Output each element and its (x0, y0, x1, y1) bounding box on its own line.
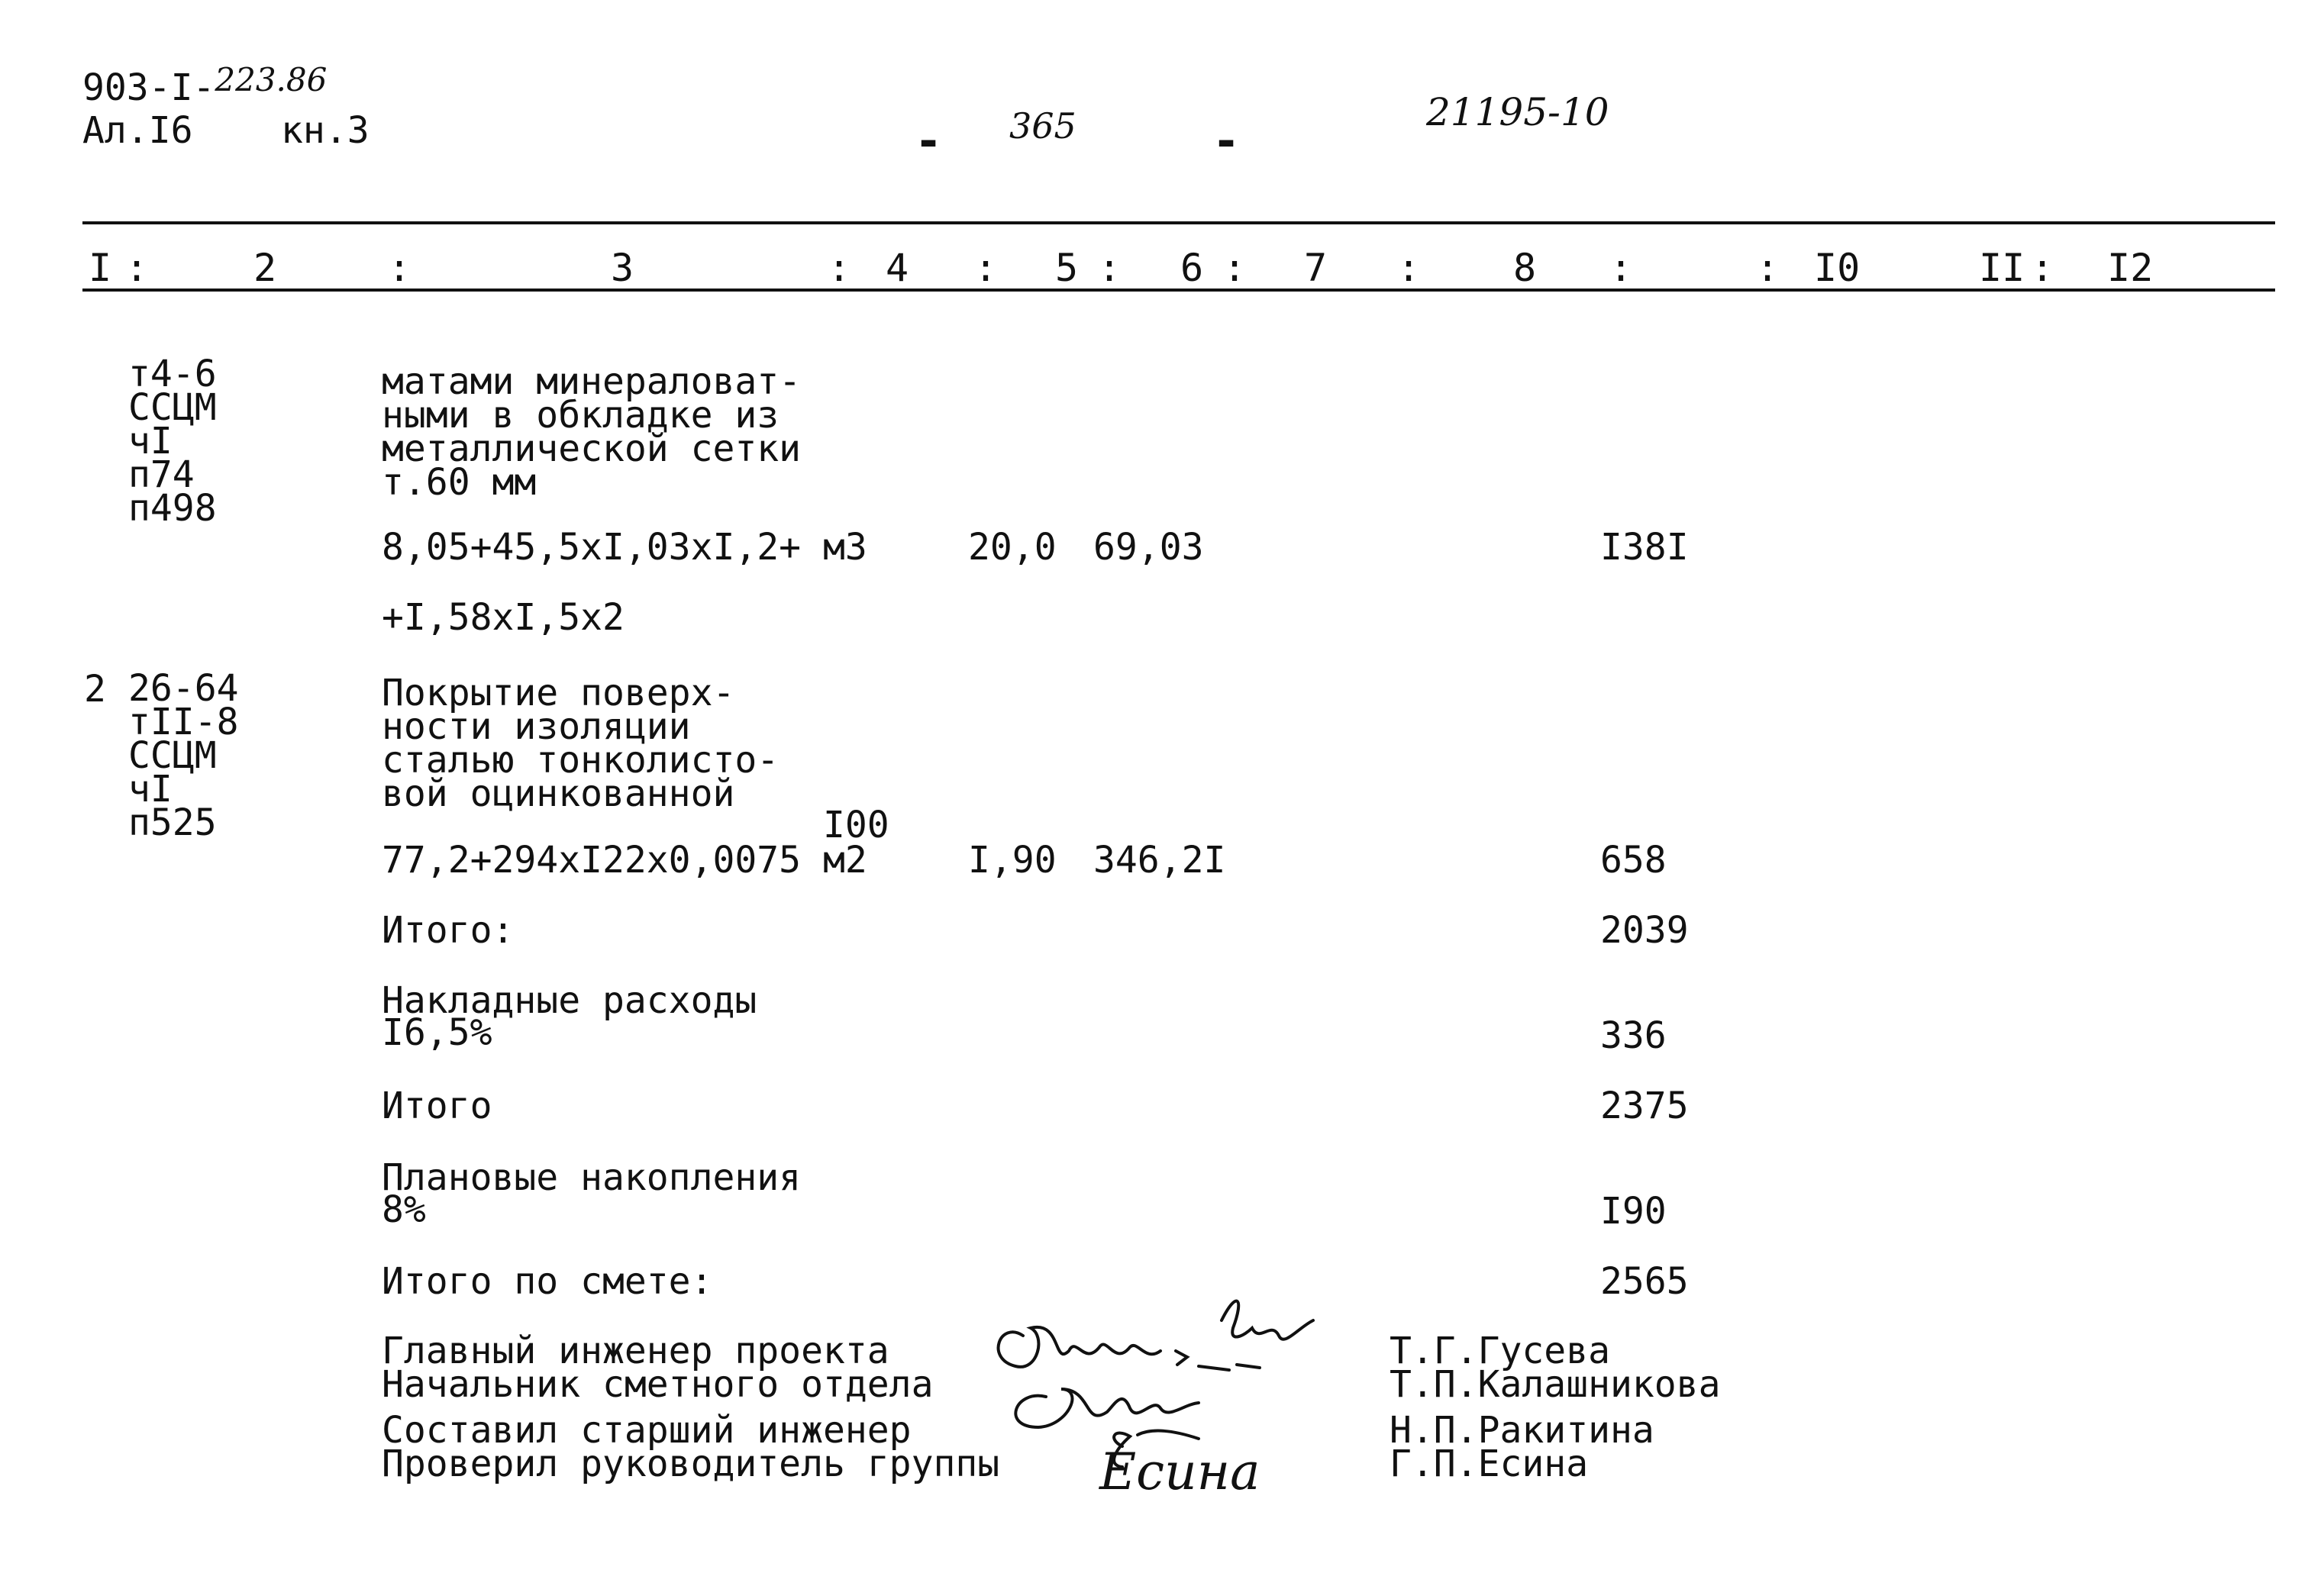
header-bottom-rule (82, 289, 2275, 292)
signature-gluseva (999, 1301, 1313, 1370)
row1-unit: м3 (823, 526, 867, 569)
itogo2-value: 2375 (1600, 1085, 1689, 1127)
row2-refs (128, 667, 239, 844)
col-sep: : (1756, 246, 1780, 290)
row1-ref: п498 (128, 487, 217, 530)
signatory-name: Н.П.Ракитина (1390, 1409, 1654, 1452)
row2-desc-line: ности изоляции (382, 705, 691, 748)
signatory-name: Г.П.Есина (1390, 1443, 1589, 1485)
overhead-rate: I6,5% (382, 1011, 492, 1054)
row1-ref: п74 (128, 453, 195, 496)
row2-number: 2 (84, 668, 106, 711)
col-sep: : (828, 246, 851, 290)
row2-ref: 26-64 (128, 667, 239, 710)
row2-qty: I,90 (968, 839, 1057, 882)
page-dash-right: - (1212, 114, 1241, 168)
col-12: I2 (2107, 246, 2154, 290)
col-sep: : (1223, 246, 1247, 290)
row2-unit-top: I00 (823, 804, 889, 846)
col-5: 5 (1055, 246, 1079, 290)
row1-desc-line: ными в обкладке из (382, 394, 780, 437)
row2-ref: чI (128, 768, 173, 811)
col-8: 8 (1513, 246, 1537, 290)
itogo2-label: Итого (382, 1085, 492, 1127)
signature-role: Главный инженер проекта (382, 1330, 889, 1372)
col-11: II (1979, 246, 2025, 290)
col-sep: : (1609, 246, 1633, 290)
row2-ref: тII-8 (128, 701, 239, 743)
col-3: 3 (611, 246, 634, 290)
grand-total-value: 2565 (1600, 1260, 1689, 1303)
album-label: Ал.I6 (82, 109, 193, 152)
handwritten-esina: Есина (1099, 1443, 1260, 1501)
row2-description (382, 672, 780, 815)
col-sep: : (125, 246, 149, 290)
itogo-label: Итого: (382, 909, 515, 952)
row2-total: 658 (1600, 839, 1667, 882)
grand-total-label: Итого по смете: (382, 1260, 713, 1303)
col-4: 4 (886, 246, 909, 290)
col-sep: : (974, 246, 998, 290)
col-6: 6 (1180, 246, 1204, 290)
header-top-rule (82, 221, 2275, 224)
row1-desc-line: матами минераловат- (382, 360, 802, 403)
row2-ref: п525 (128, 801, 217, 844)
signature-role: Начальник сметного отдела (382, 1363, 934, 1406)
row1-formula: 8,05+45,5xI,03xI,2+ (382, 526, 802, 569)
row1-description (382, 360, 802, 504)
overhead-label: Накладные расходы (382, 979, 757, 1022)
row2-desc-line: Покрытие поверх- (382, 672, 735, 714)
project-code-printed: 903-I- (82, 66, 215, 109)
row2-desc-line: сталью тонколисто- (382, 739, 780, 782)
signature-role: Составил старший инженер (382, 1409, 912, 1452)
signature-role: Проверил руководитель группы (382, 1443, 1000, 1485)
row2-desc-line: вой оцинкованной (382, 772, 735, 815)
col-10: I0 (1814, 246, 1861, 290)
overhead-value: 336 (1600, 1014, 1667, 1057)
row1-ref: ССЦМ (128, 386, 217, 429)
row1-price: 69,03 (1093, 526, 1204, 569)
col-sep: : (2031, 246, 2054, 290)
planned-value: I90 (1600, 1190, 1667, 1233)
row1-desc-line: металлической сетки (382, 427, 802, 470)
row1-refs (128, 353, 217, 530)
row1-ref: т4-6 (128, 353, 217, 395)
row2-unit: м2 (823, 839, 867, 882)
page-number: 365 (1009, 105, 1076, 147)
page-dash-left: - (915, 114, 943, 168)
row1-desc-line: т.60 мм (382, 461, 537, 504)
row1-formula-cont: +I,58xI,5x2 (382, 596, 625, 639)
book-label: кн.3 (281, 109, 370, 152)
col-sep: : (1098, 246, 1122, 290)
project-code (82, 61, 328, 109)
signature-kalashnikova (1015, 1389, 1199, 1439)
col-sep: : (388, 246, 412, 290)
itogo-value: 2039 (1600, 909, 1689, 952)
col-7: 7 (1304, 246, 1328, 290)
row2-formula: 77,2+294xI22x0,0075 (382, 839, 802, 882)
col-2: 2 (253, 246, 277, 290)
planned-label: Плановые накопления (382, 1156, 802, 1199)
row2-price: 346,2I (1093, 839, 1226, 882)
document-number: 21195-10 (1426, 90, 1609, 134)
col-sep: : (1397, 246, 1421, 290)
planned-rate: 8% (382, 1188, 426, 1231)
project-code-handwritten: 223.86 (215, 61, 328, 98)
signatory-name: Т.П.Калашникова (1390, 1363, 1721, 1406)
row1-ref: чI (128, 420, 173, 463)
signatory-name: Т.Г.Гусева (1390, 1330, 1610, 1372)
row1-qty: 20,0 (968, 526, 1057, 569)
col-1: I (89, 246, 112, 290)
row2-ref: ССЦМ (128, 734, 217, 777)
row1-total: I38I (1600, 526, 1689, 569)
